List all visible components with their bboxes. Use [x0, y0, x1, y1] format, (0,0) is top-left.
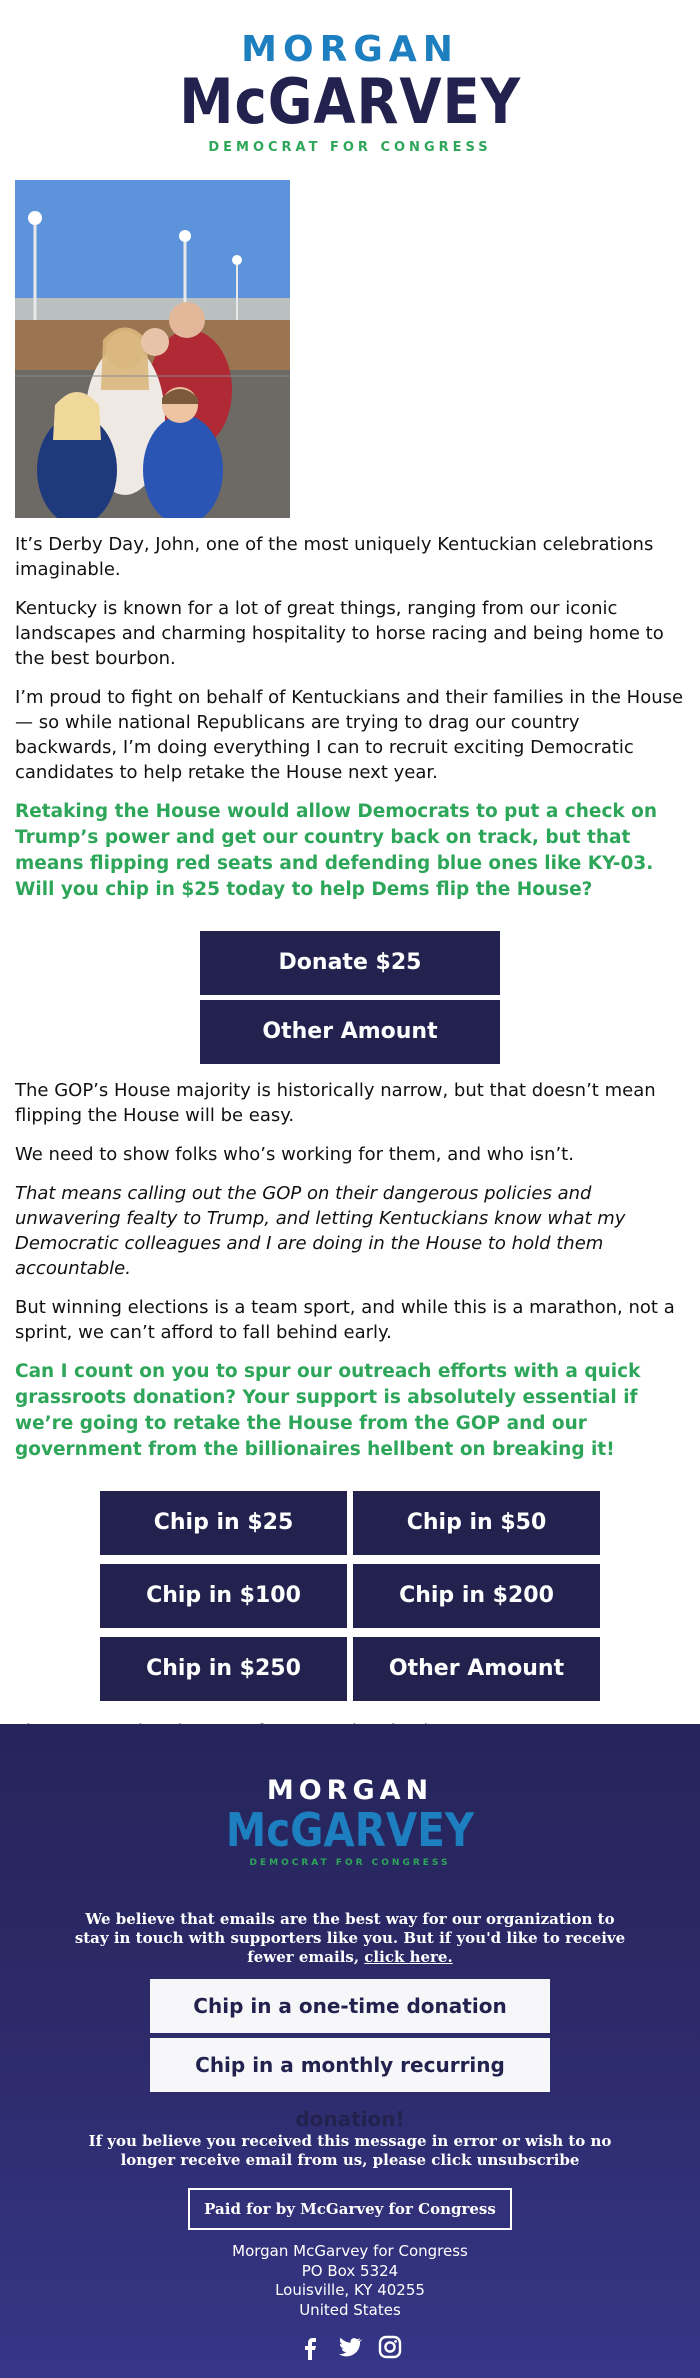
chip-200-button[interactable]: Chip in $200	[353, 1564, 600, 1628]
address-line-2: PO Box 5324	[301, 2261, 399, 2280]
email-body	[0, 532, 700, 903]
header-logo	[0, 0, 700, 180]
chip-25-button[interactable]: Chip in $25	[100, 1491, 347, 1555]
footer	[0, 1724, 700, 2378]
paragraph-1: It’s Derby Day, John, one of the most uniquely Kentuckian celebrations imaginable.	[15, 534, 654, 580]
other-amount-button[interactable]: Other Amount	[200, 1000, 500, 1064]
paragraph-4: The GOP’s House majority is historically narrow, but that doesn’t mean flipping the House will be easy.	[15, 1080, 656, 1126]
callout-2[interactable]: Can I count on you to spur our outreach efforts with a quick grassroots donation? Your support is absolutely essential if we’re going to retake the House from the GOP and our government from the billionaires hellbent on breaking it!	[15, 1361, 641, 1460]
paragraph-5: We need to show folks who’s working for them, and who isn’t.	[15, 1144, 574, 1165]
logo-last-name: McGARVEY	[179, 65, 521, 138]
chip-50-button[interactable]: Chip in $50	[353, 1491, 600, 1555]
instagram-icon[interactable]	[377, 2334, 403, 2360]
family-photo	[15, 180, 290, 518]
paragraph-6: That means calling out the GOP on their dangerous policies and unwavering fealty to Trump, and letting Kentuckians know what my Democratic colleagues and I are doing in the House to hold them accountable.	[15, 1183, 626, 1279]
paragraph-7: But winning elections is a team sport, and while this is a marathon, not a sprint, we can’t afford to fall behind early.	[15, 1297, 675, 1343]
address-line-4: United States	[299, 2300, 401, 2319]
facebook-icon[interactable]	[297, 2334, 323, 2360]
logo-first-name: MORGAN	[241, 29, 459, 70]
mailing-address	[0, 2242, 700, 2320]
footer-logo-last-name: McGARVEY	[225, 1803, 475, 1857]
logo-tagline: DEMOCRAT FOR CONGRESS	[208, 140, 492, 155]
footer-logo	[0, 1724, 700, 1868]
footer-logo-first-name: MORGAN	[266, 1775, 434, 1806]
donate-25-button[interactable]: Donate $25	[200, 931, 500, 995]
chip-100-button[interactable]: Chip in $100	[100, 1564, 347, 1628]
footer-logo-tagline: DEMOCRAT FOR CONGRESS	[249, 1858, 451, 1868]
paragraph-3: I’m proud to fight on behalf of Kentuckians and their families in the House — so while national Republicans are trying to drag our country backwards, I’m doing everything I can to recruit exciting Democratic candidates to help retake the House next year.	[15, 687, 684, 783]
email-body-2	[0, 1078, 700, 1463]
paragraph-2: Kentucky is known for a lot of great things, ranging from our iconic landscapes and charming hospitality to horse racing and being home to the best bourbon.	[15, 598, 664, 669]
social-links	[0, 2334, 700, 2360]
one-time-donation-button[interactable]: Chip in a one-time donation	[150, 1979, 550, 2033]
chip-other-amount-button[interactable]: Other Amount	[353, 1637, 600, 1701]
paid-for-box: Paid for by McGarvey for Congress	[188, 2188, 512, 2230]
fewer-emails-text: We believe that emails are the best way for our organization to stay in touch with supporters like you. But if you'd like to receive fewer emails,	[74, 1910, 626, 1966]
callout-1[interactable]: Retaking the House would allow Democrats to put a check on Trump’s power and get our country back on track, but that means flipping red seats and defending blue ones like KY-03. Will you chip in $25 today to help Dems flip the House?	[15, 801, 658, 900]
fewer-emails-link[interactable]: click here.	[364, 1948, 453, 1966]
twitter-icon[interactable]	[337, 2334, 363, 2360]
monthly-donation-button[interactable]: Chip in a monthly recurring donation!	[150, 2038, 550, 2092]
donate-buttons	[0, 931, 700, 1064]
address-line-1: Morgan McGarvey for Congress	[232, 2242, 468, 2260]
fewer-emails-note	[70, 1910, 630, 1967]
family-photo-illustration	[15, 180, 290, 518]
chip-250-button[interactable]: Chip in $250	[100, 1637, 347, 1701]
chip-in-grid	[100, 1491, 600, 1701]
address-line-3: Louisville, KY 40255	[275, 2281, 425, 2299]
unsubscribe-note[interactable]: If you believe you received this message in error or wish to no longer receive email from us, please click unsubscribe	[88, 2132, 612, 2169]
